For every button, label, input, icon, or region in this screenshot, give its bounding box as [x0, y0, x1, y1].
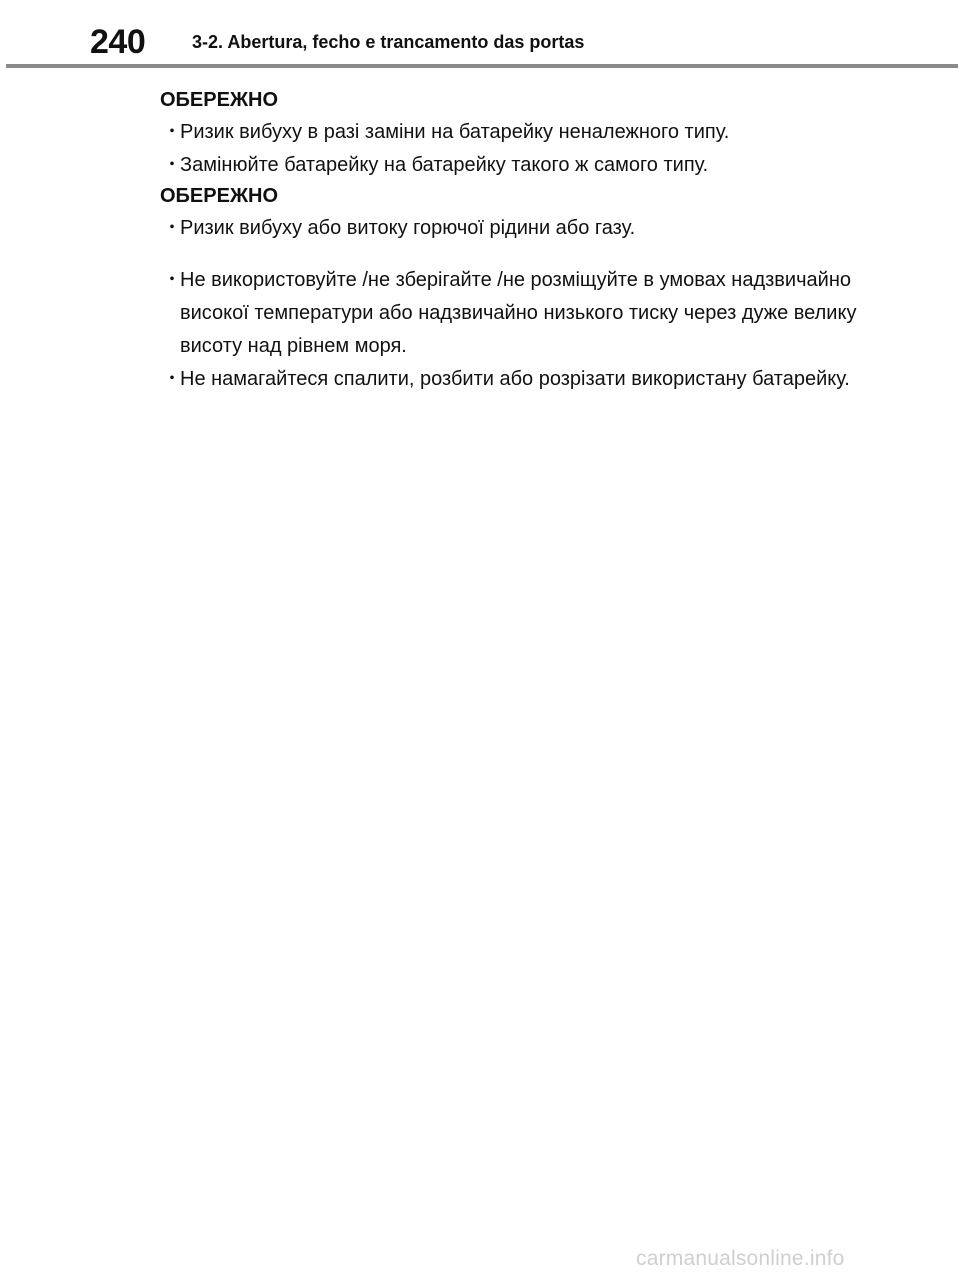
bullet-icon: ・	[162, 368, 182, 390]
list-item-text: Не використовуйте /не зберігайте /не розміщуйте в умовах надзвичайно високої температури або надзвичайно низького тиску через дуже велику висоту над рівнем моря.	[180, 269, 857, 357]
warning-heading: ОБЕРЕЖНО	[160, 89, 279, 111]
warning-block-1	[160, 86, 880, 182]
page-content	[160, 86, 880, 396]
bullet-icon: ・	[162, 121, 182, 143]
list-item-text: Не намагайтеся спалити, розбити або розрізати використану батарейку.	[180, 368, 850, 390]
list-item	[160, 116, 880, 149]
section-title: 3-2. Abertura, fecho e trancamento das portas	[192, 32, 585, 52]
list-item-text: Ризик вибуху або витоку горючої рідини або газу.	[180, 217, 636, 239]
page-number: 240	[90, 23, 146, 61]
spacer	[160, 245, 880, 264]
list-item-text: Ризик вибуху в разі заміни на батарейку неналежного типу.	[180, 121, 730, 143]
warning-heading: ОБЕРЕЖНО	[160, 185, 279, 207]
page-header	[0, 0, 960, 70]
list-item	[160, 363, 880, 396]
bullet-icon: ・	[162, 217, 182, 239]
watermark: carmanualsonline.info	[636, 1247, 845, 1270]
list-item	[160, 264, 880, 363]
list-item-text: Замінюйте батарейку на батарейку такого ж самого типу.	[180, 154, 709, 176]
header-divider	[6, 64, 958, 68]
bullet-icon: ・	[162, 269, 182, 291]
list-item	[160, 149, 880, 182]
warning-block-2	[160, 182, 880, 396]
bullet-icon: ・	[162, 154, 182, 176]
list-item	[160, 212, 880, 245]
